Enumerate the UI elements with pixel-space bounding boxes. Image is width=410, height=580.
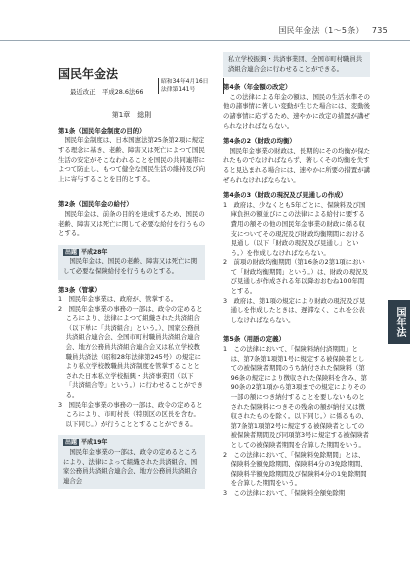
article-4-2-text: 国民年金事業の財政は、長期的にその均衡が保たれたものでなければならず、著しくその均衡を失すると見込まれる場合には、速やかに所要の措置が講ぜられなければならない。: [223, 146, 370, 184]
article-5-item-2: 2 この法律において、「保険料免除期間」とは、保険料全額免除期間、保険料4分の3免除期間、保険料半額免除期間及び保険料4分の1免除期間を合算した期間をいう。: [223, 450, 367, 488]
article-4-3-heading: 第4条の3（財政の現況及び見通しの作成）: [223, 191, 347, 200]
exam-note-2: [58, 435, 205, 489]
right-column: [223, 52, 370, 499]
amendment-note: 最近改正 平成28.6法66: [70, 87, 144, 96]
chapter-heading: 第1章 総則: [111, 111, 152, 120]
exam-note-1: [58, 245, 205, 280]
article-4-3-item-2: 2 前項の財政均衡期間（第16条の2第1項において「財政均衡期間」という。）は、財政の現況及び見通しが作成される年以降おおむね100年間とする。: [223, 258, 369, 296]
section-side-tab: 国年法: [388, 300, 410, 344]
article-2-text: 国民年金は、前条の目的を達成するため、国民の老齢、障害又は死亡に関して必要な給付を行うものとする。: [58, 209, 205, 238]
article-5-item-3: 3 この法律において、「保険料全額免除期: [223, 488, 346, 497]
page-number: 735: [371, 26, 388, 35]
article-2-heading: 第2条（国民年金の給付）: [58, 200, 133, 209]
article-4-heading: 第4条（年金額の改定）: [223, 83, 292, 92]
running-header: [278, 26, 388, 36]
article-4-3-item-1: 1 政府は、少なくとも5年ごとに、保険料及び国庫負担の額並びにこの法律による給付に要する費用の額その他の国民年金事業の財政に係る収支についてその現況及び財政均衡期間における見通し（以下「財政の現況及び見通し」という。）を作成しなければならない。: [223, 200, 366, 257]
left-column: [58, 52, 205, 495]
article-3-item-3: 3 国民年金事業の事務の一部は、政令の定めるところにより、市町村長（特別区の区長を含む。以下同じ。）が行うこととすることができる。: [58, 400, 203, 428]
article-3-item-2: 2 国民年金事業の事務の一部は、政令の定めるところにより、法律によつて組織された共済組合（以下単に「共済組合」という。）、国家公務員共済組合連合会、全国市町村職員共済組合連合会、地方公務員共済組合連合会又は私立学校教職員共済法（昭和28年法律第245号）の規定により私立学校教職員共済制度を管掌することとされた日本私立学校振興・共済事業団（以下「共済組合等」という。）に行わせることができる。: [58, 304, 204, 400]
article-4-3-item-3: 3 政府は、第1項の規定により財政の現況及び見通しを作成したときは、遅滞なく、これを公表しなければならない。: [223, 296, 366, 324]
exam-note-text: 国民年金は、国民の老齢、障害又は死亡に関して必要な保険給付を行うものとする。: [63, 257, 198, 275]
article-1-heading: 第1条（国民年金制度の目的）: [58, 126, 146, 135]
article-1-text: 国民年金制度は、日本国憲法第25条第2項に規定する理念に基き、老齢、障害又は死亡によつて国民生活の安定がそこなわれることを国民の共同連帯によつて防止し、もつて健全な国民生活の維持及び向上に寄与することを目的とする。: [58, 136, 205, 183]
exam-note-tag: 出題 平成19年: [65, 439, 108, 447]
article-3-item-1: 1 国民年金事業は、政府が、管掌する。: [58, 295, 178, 304]
exam-note-tag: 出題 平成28年: [65, 248, 108, 256]
header-title: 国民年金法（1～5条）: [278, 26, 364, 35]
promulgation-date: 昭和34年4月16日 法律第141号: [158, 78, 224, 94]
law-title: 国民年金法: [58, 67, 119, 81]
article-4-text: この法律による年金の額は、国民の生活水準その他の諸事情に著しい変動が生じた場合には、変動後の諸事情に応ずるため、速やかに改定の措置が講ぜられなければならない。: [223, 92, 370, 130]
article-5-item-1: 1 この法律において、「保険料納付済期間」とは、第7条第1項第1号に規定する被保険者としての被保険者期間のうち納付された保険料（第96条の規定により徴収された保険料を含み、第90条の2第1項から第3項までの規定によりその一部の額につき納付することを要しないものとされた保険料につきその残余の額が納付又は徴収されたものを除く。以下同じ。）に係るもの、第7条第1項第2号に規定する被保険者としての被保険者期間及び同項第3号に規定する被保険者としての被保険者期間を合算した期間をいう。: [223, 345, 369, 449]
exam-note-text: 国民年金事業の一部は、政令の定めるところにより、法律によって組織された共済組合、国家公務員共済組合連合会、地方公務員共済組合連合会: [63, 448, 198, 485]
exam-note-continued: 私立学校振興・共済事業団、全国市町村職員共済組合連合会に行わせることができる。: [223, 52, 370, 77]
article-3-heading: 第3条（管掌）: [58, 285, 101, 294]
article-4-2-heading: 第4条の2（財政の均衡）: [223, 137, 296, 146]
header-rule: [0, 40, 410, 41]
article-5-heading: 第5条（用語の定義）: [223, 335, 285, 344]
